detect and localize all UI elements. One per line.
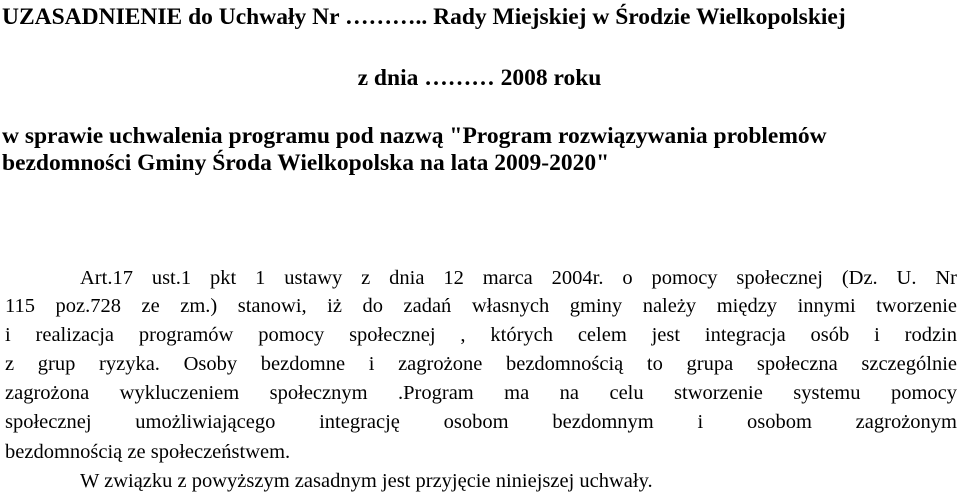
body-line-1: Art.17 ust.1 pkt 1 ustawy z dnia 12 marca 2004r. o pomocy społecznej (Dz. U. Nr — [80, 267, 957, 289]
closing-sentence: W związku z powyższym zasadnym jest przyjęcie niniejszej uchwały. — [80, 470, 653, 492]
body-line-2: 115 poz.728 ze zm.) stanowi, iż do zadań własnych gminy należy między innymi tworzenie — [5, 295, 957, 317]
document-date: z dnia ……… 2008 roku — [357, 65, 602, 91]
body-line-3: i realizacja programów pomocy społecznej , których celem jest integracja osób i rodzin — [5, 324, 957, 346]
body-line-4: z grup ryzyka. Osoby bezdomne i zagrożone bezdomnością to grupa społeczna szczególnie — [5, 353, 957, 375]
body-line-5: zagrożona wykluczeniem społecznym .Program ma na celu stworzenie systemu pomocy — [5, 382, 957, 404]
document-subject-line-2: bezdomności Gminy Środa Wielkopolska na lata 2009-2020" — [2, 150, 610, 176]
document-subject-line-1: w sprawie uchwalenia programu pod nazwą "Program rozwiązywania problemów — [2, 123, 827, 149]
document-title: UZASADNIENIE do Uchwały Nr ……….. Rady Miejskiej w Środzie Wielkopolskiej — [2, 4, 846, 30]
body-line-7: bezdomnością ze społeczeństwem. — [5, 441, 291, 463]
body-line-6: społecznej umożliwiającego integrację osobom bezdomnym i osobom zagrożonym — [5, 411, 957, 433]
